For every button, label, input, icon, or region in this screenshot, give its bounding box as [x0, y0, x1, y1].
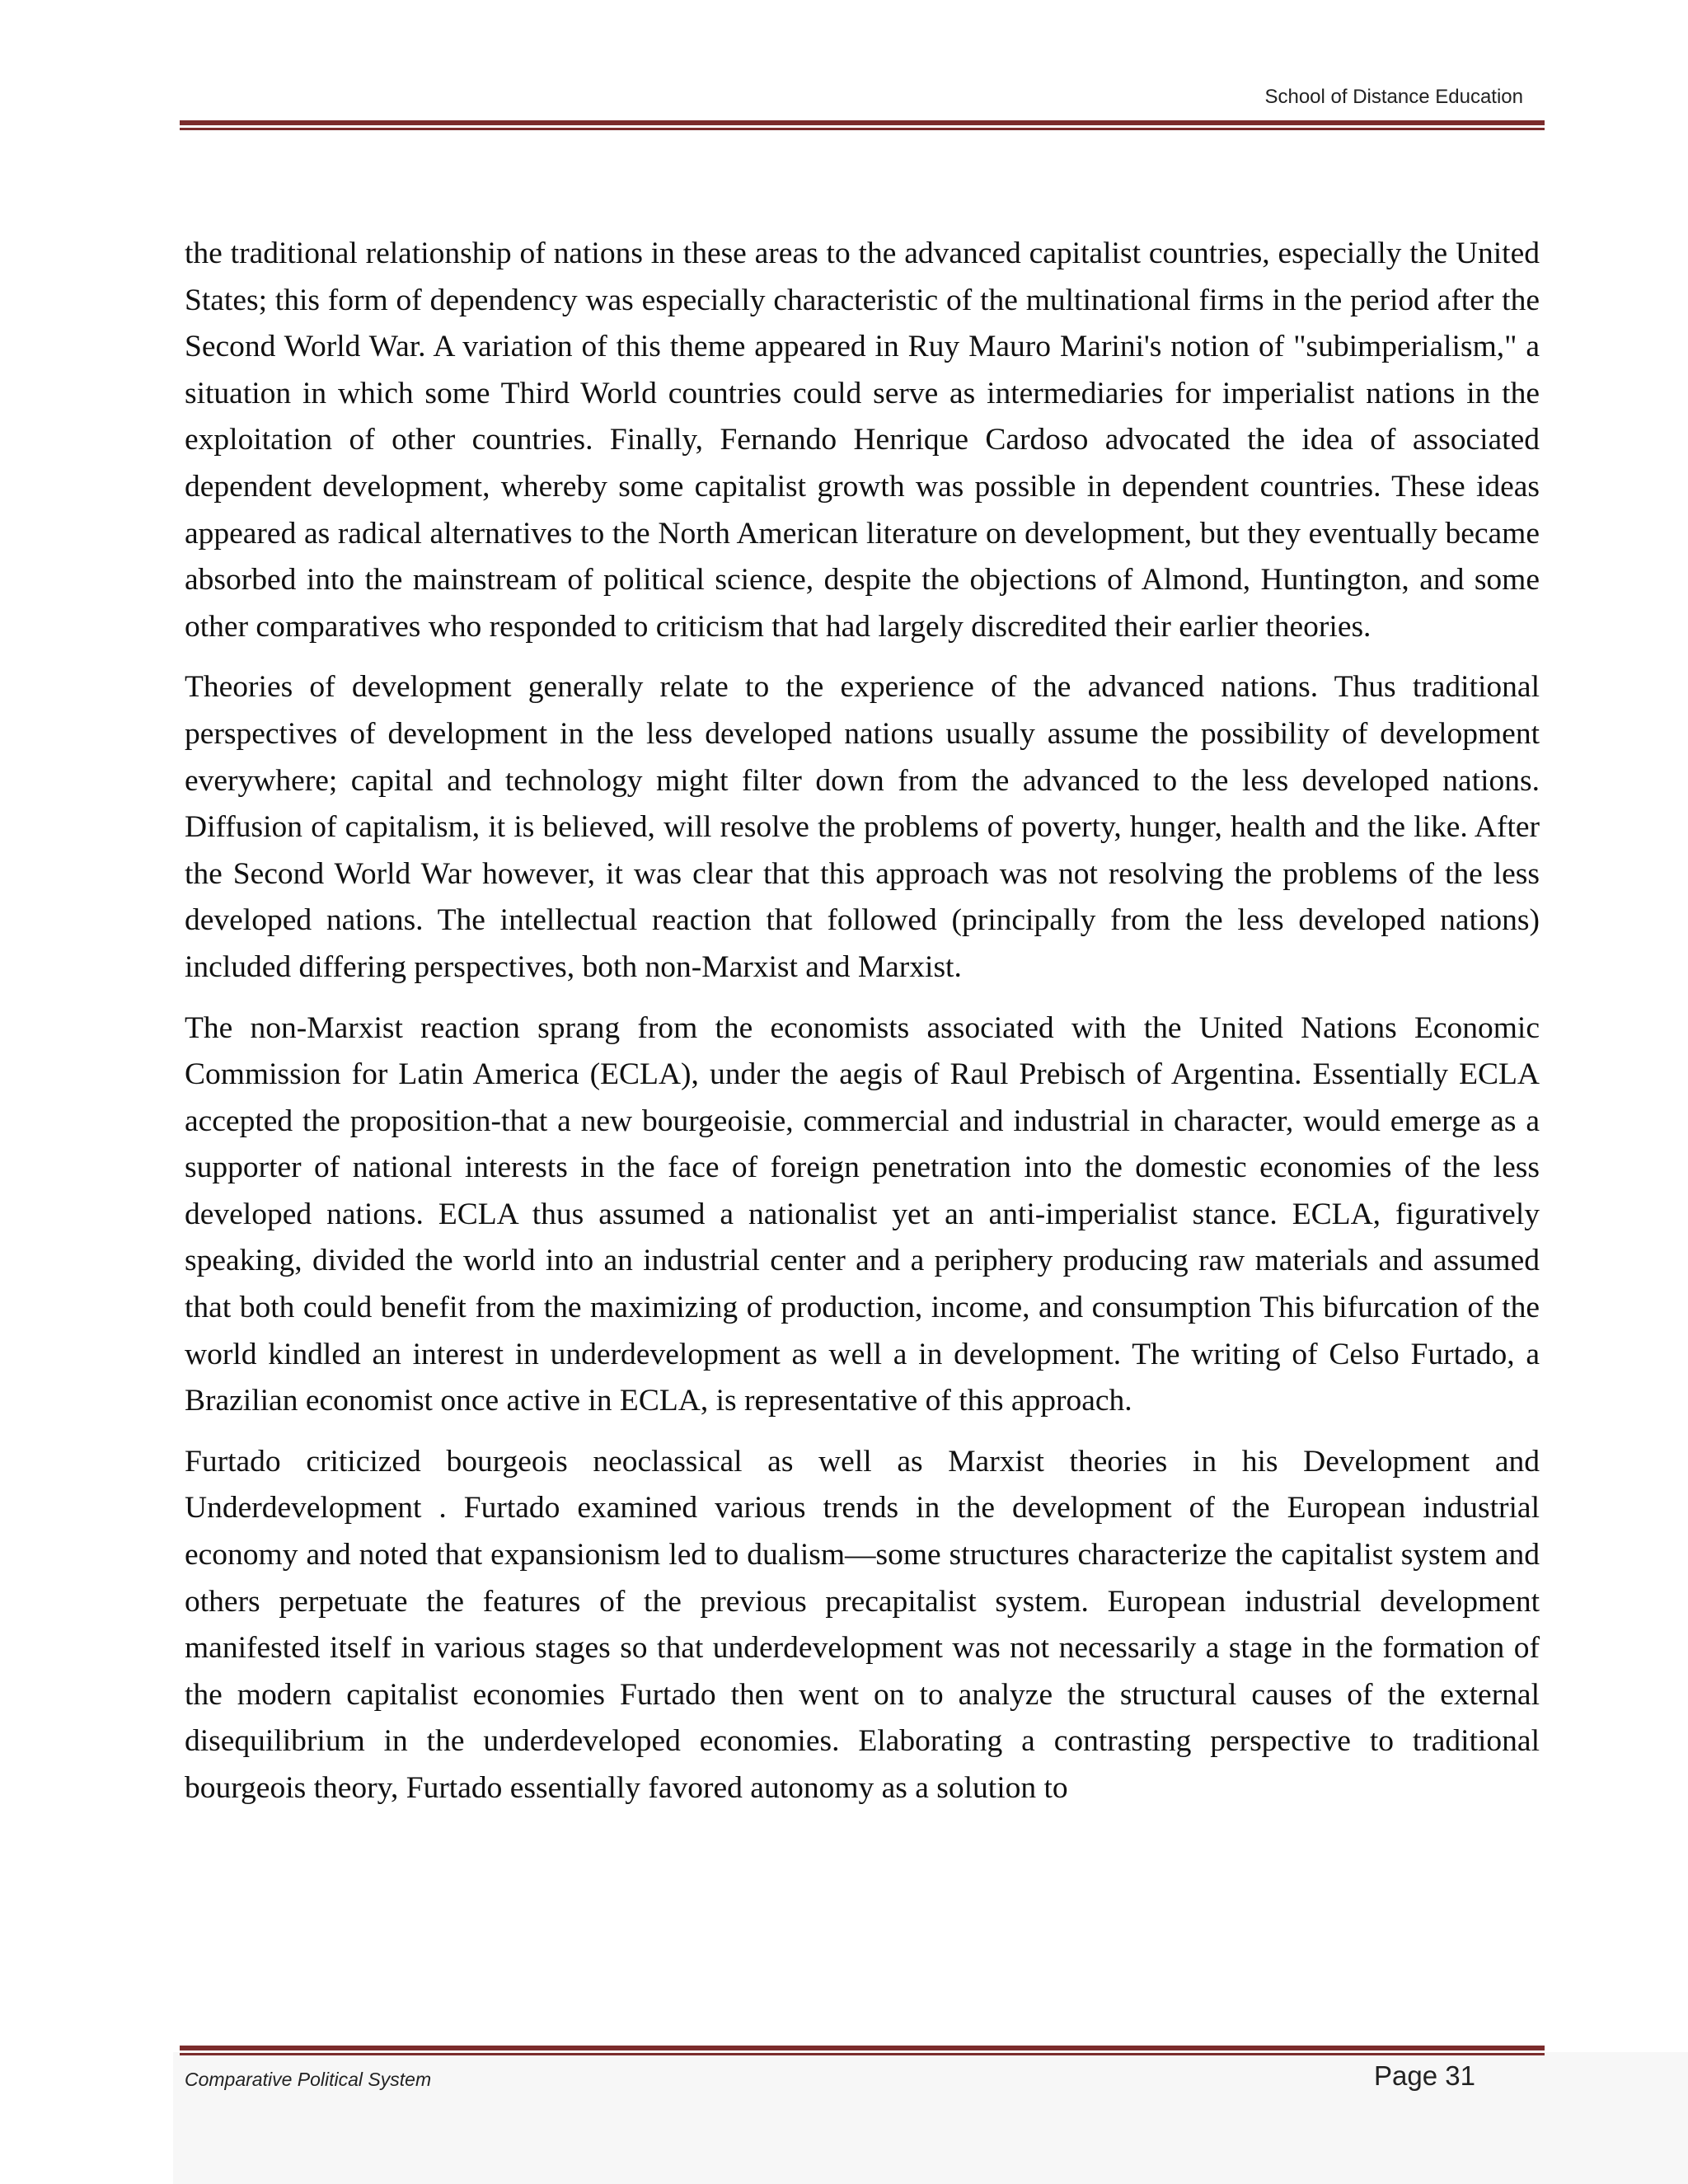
paragraph: the traditional relationship of nations in these areas to the advanced capitalist countries, especially the United States; this form of dependency was especially characteristic of the multinational firms in the period after the Second World War. A variation of this theme appeared in Ruy Mauro Marini's notion of "subimperialism," a situation in which some Third World countries could serve as intermediaries for imperialist nations in the exploitation of other countries. Finally, Fernando Henrique Cardoso advocated the idea of associated dependent development, whereby some capitalist growth was possible in dependent countries. These ideas appeared as radical alternatives to the North American literature on development, but they eventually became absorbed into the mainstream of political science, despite the objections of Almond, Huntington, and some other comparatives who responded to criticism that had largely discredited their earlier theories. — [185, 237, 1540, 644]
header-rule — [180, 120, 1545, 130]
page-number: Page 31 — [1374, 2060, 1475, 2091]
body-text — [185, 231, 1540, 1826]
header-institution: School of Distance Education — [1264, 86, 1523, 108]
paragraph: The non-Marxist reaction sprang from the economists associated with the United Nations Economic Commission for Latin America (ECLA), under the aegis of Raul Prebisch of Argentina. Essentially ECLA accepted the proposition-that a new bourgeoisie, commercial and industrial in character, would emerge as a supporter of national interests in the face of foreign penetration into the domestic economies of the less developed nations. ECLA thus assumed a nationalist yet an anti-imperialist stance. ECLA, figuratively speaking, divided the world into an industrial center and a periphery producing raw materials and assumed that both could benefit from the maximizing of production, income, and consumption This bifurcation of the world kindled an interest in underdevelopment as well a in development. The writing of Celso Furtado, a Brazilian economist once active in ECLA, is representative of this approach. — [185, 1010, 1540, 1418]
paragraph: Theories of development generally relate to the experience of the advanced nations. Thus traditional perspectives of development in the less developed nations usually assume the possibility of development everywhere; capital and technology might filter down from the advanced to the less developed nations. Diffusion of capitalism, it is believed, will resolve the problems of poverty, hunger, health and the like. After the Second World War however, it was clear that this approach was not resolving the problems of the less developed nations. The intellectual reaction that followed (principally from the less developed nations) included differing perspectives, both non-Marxist and Marxist. — [185, 670, 1540, 984]
footer-rule — [180, 2046, 1545, 2055]
footer-course-title: Comparative Political System — [185, 2069, 432, 2090]
paragraph: Furtado criticized bourgeois neoclassical as well as Marxist theories in his Development and Underdevelopment . Furtado examined various trends in the development of the European industrial economy and noted that expansionism led to dualism—some structures characterize the capitalist system and others perpetuate the features of the previous precapitalist system. European industrial development manifested itself in various stages so that underdevelopment was not necessarily a stage in the formation of the modern capitalist economies Furtado then went on to analyze the structural causes of the external disequilibrium in the underdeveloped economies. Elaborating a contrasting perspective to traditional bourgeois theory, Furtado essentially favored autonomy as a solution to — [185, 1444, 1540, 1805]
